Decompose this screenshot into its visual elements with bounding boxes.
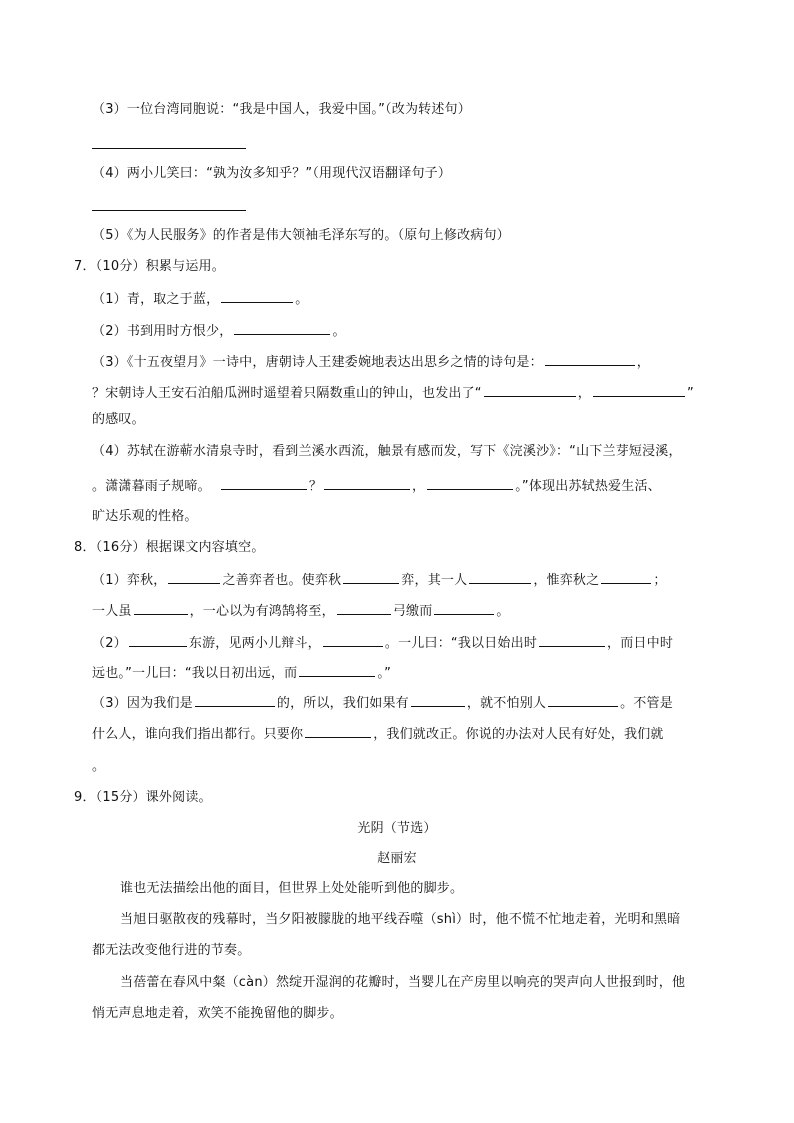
passage-title: 光阴（节选） (357, 821, 437, 836)
text: 。一儿曰：“我以日始出时 (384, 636, 538, 651)
fill-blank[interactable] (343, 569, 399, 584)
text: 弓缴而 (392, 604, 433, 619)
q8-line-5 (92, 692, 718, 714)
text: ， (577, 386, 591, 401)
answer-line (92, 210, 246, 211)
text: ？宋朝诗人王安石泊船瓜洲时遥望着只隔数重山的钟山，也发出了“ (92, 386, 482, 401)
q8-line-6 (92, 723, 718, 745)
text: ，而日中时 (607, 636, 674, 651)
fill-blank[interactable] (234, 320, 330, 335)
fill-blank[interactable] (195, 692, 275, 707)
q7-line-3 (92, 351, 718, 373)
text: 。” (377, 666, 392, 681)
fill-blank[interactable] (548, 692, 618, 707)
fill-blank[interactable] (129, 632, 187, 647)
fill-blank[interactable] (299, 662, 375, 677)
text: 。 (295, 292, 309, 307)
q8-line-4 (92, 662, 718, 684)
q6-item-5: （5）《为人民服务》的作者是伟大领袖毛泽东写的。（原句上修改病句） (92, 228, 510, 243)
q7-line-1 (92, 288, 718, 310)
fill-blank[interactable] (168, 569, 220, 584)
q8-line-3 (92, 632, 718, 654)
q9-heading: 9．（15分）课外阅读。 (74, 790, 212, 805)
text: 一人虽 (92, 604, 132, 619)
text: 之善弈者也。使弈秋 (222, 573, 342, 588)
text: （3）《十五夜望月》一诗中，唐朝诗人王建委婉地表达出思乡之情的诗句是： (92, 355, 543, 370)
fill-blank[interactable] (411, 692, 465, 707)
text: ？ (308, 479, 323, 494)
fill-blank[interactable] (134, 600, 188, 615)
fill-blank[interactable] (434, 600, 494, 615)
q6-item-3: （3）一位台湾同胞说：“我是中国人，我爱中国。”（改为转述句） (92, 102, 471, 117)
passage-paragraph-3-line-1: 当蓓蕾在春风中粲（càn）然绽开湿润的花瓣时，当婴儿在产房里以响亮的哭声向人世报到时，他 (120, 975, 686, 990)
text: （1）弈秋， (92, 573, 167, 588)
text: 。”体现出苏轼热爱生活、 (515, 479, 661, 494)
fill-blank[interactable] (221, 475, 307, 490)
text: ，就不怕别人 (466, 696, 547, 711)
q6-item-4: （4）两小儿笑曰：“孰为汝多知乎？”（用现代汉语翻译句子） (92, 166, 452, 181)
passage-paragraph-2-line-2: 都无法改变他行进的节奏。 (92, 943, 251, 958)
q8-line-7: 。 (92, 759, 106, 774)
q8-line-2 (92, 600, 718, 622)
q7-line-7 (92, 475, 718, 497)
text: 弈，其一人 (401, 573, 468, 588)
text: ，惟弈秋之 (533, 573, 600, 588)
text: （2）书到用时方恨少， (92, 324, 233, 339)
text: 。不管是 (620, 696, 673, 711)
passage-paragraph-3-line-2: 悄无声息地走着，欢笑不能挽留他的脚步。 (92, 1006, 343, 1021)
text: 。潇潇暮雨子规啼。 (92, 479, 211, 494)
text: （2） (92, 636, 127, 651)
fill-blank[interactable] (323, 632, 383, 647)
fill-blank[interactable] (337, 600, 391, 615)
passage-author: 赵丽宏 (377, 851, 417, 866)
text: （3）因为我们是 (92, 696, 193, 711)
text: 远也。”一儿曰：“我以日初出远，而 (92, 666, 298, 681)
q8-heading: 8．（16分）根据课文内容填空。 (74, 540, 265, 555)
text: ， (412, 479, 426, 494)
text: ， (636, 355, 650, 370)
answer-line (92, 148, 246, 149)
text: ，我们就改正。你说的办法对人民有好处，我们就 (373, 727, 664, 742)
text: （1）青，取之于蓝， (92, 292, 220, 307)
q7-line-8: 旷达乐观的性格。 (92, 509, 198, 524)
q7-line-4 (92, 382, 718, 404)
fill-blank[interactable] (539, 632, 605, 647)
fill-blank[interactable] (221, 288, 293, 303)
q7-line-6: （4）苏轼在游蕲水清泉寺时，看到兰溪水西流，触景有感而发，写下《浣溪沙》：“山下兰芽短浸溪， (92, 444, 682, 459)
passage-paragraph-2-line-1: 当旭日驱散夜的残幕时，当夕阳被朦胧的地平线吞噬（shì）时，他不慌不忙地走着，光明和黑暗 (120, 912, 681, 927)
fill-blank[interactable] (545, 351, 635, 366)
text: ； (653, 573, 667, 588)
fill-blank[interactable] (593, 382, 685, 397)
text: 什么人，谁向我们指出都行。只要你 (92, 727, 304, 742)
text: 。 (496, 604, 510, 619)
text: 。 (332, 324, 346, 339)
fill-blank[interactable] (469, 569, 531, 584)
fill-blank[interactable] (324, 475, 410, 490)
text: ，一心以为有鸿鹄将至， (189, 604, 335, 619)
text: 东游，见两小儿辩斗， (188, 636, 321, 651)
q7-heading: 7．（10分）积累与运用。 (74, 259, 225, 274)
fill-blank[interactable] (305, 723, 371, 738)
text: ” (686, 386, 694, 401)
q7-line-2 (92, 320, 718, 342)
passage-paragraph-1: 谁也无法描绘出他的面目，但世界上处处能听到他的脚步。 (120, 881, 464, 896)
fill-blank[interactable] (427, 475, 513, 490)
q7-line-5: 的感叹。 (92, 412, 145, 427)
fill-blank[interactable] (601, 569, 651, 584)
text: 的，所以，我们如果有 (276, 696, 409, 711)
fill-blank[interactable] (484, 382, 576, 397)
q8-line-1 (92, 569, 718, 591)
